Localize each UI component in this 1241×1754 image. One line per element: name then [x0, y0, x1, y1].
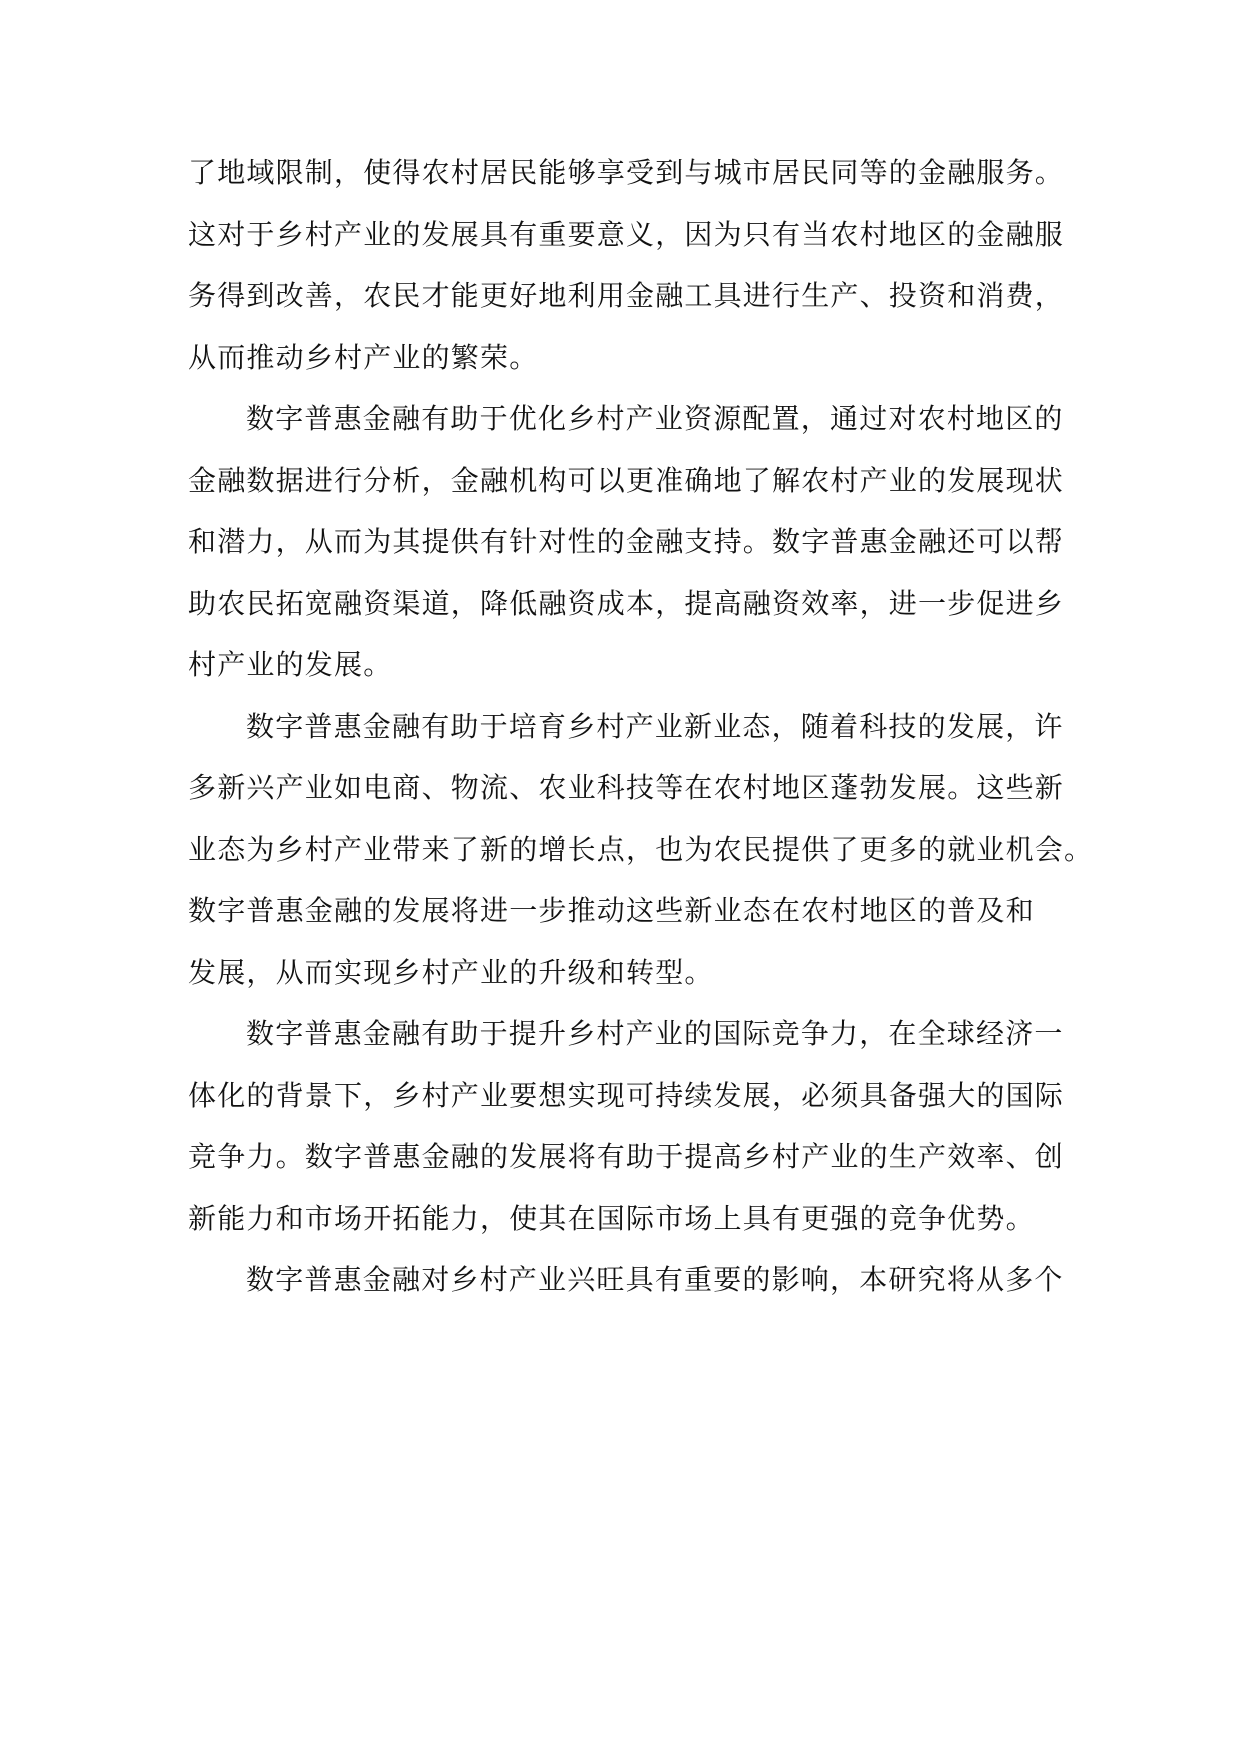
text-line: 助农民拓宽融资渠道，降低融资成本，提高融资效率，进一步促进乡 — [188, 586, 1065, 620]
text-line: 和潜力，从而为其提供有针对性的金融支持。数字普惠金融还可以帮 — [188, 525, 1065, 558]
text-line: 这对于乡村产业的发展具有重要意义，因为只有当农村地区的金融服 — [188, 217, 1065, 251]
paragraph-start-line: 数字普惠金融有助于优化乡村产业资源配置，通过对农村地区的 — [246, 402, 1064, 435]
text-line: 村产业的发展。 — [188, 648, 393, 681]
text-line: 数字普惠金融的发展将进一步推动这些新业态在农村地区的普及和 — [188, 894, 1035, 927]
text-line: 从而推动乡村产业的繁荣。 — [188, 340, 539, 374]
text-line: 体化的背景下，乡村产业要想实现可持续发展，必须具备强大的国际 — [188, 1078, 1065, 1112]
text-line: 发展，从而实现乡村产业的升级和转型。 — [188, 955, 714, 989]
text-line: 竞争力。数字普惠金融的发展将有助于提高乡村产业的生产效率、创 — [188, 1140, 1065, 1173]
paragraph-start-line: 数字普惠金融有助于培育乡村产业新业态，随着科技的发展，许 — [246, 709, 1064, 743]
body-text — [188, 142, 1094, 1311]
text-line: 了地域限制，使得农村居民能够享受到与城市居民同等的金融服务。 — [188, 156, 1065, 189]
paragraph-start-line: 数字普惠金融有助于提升乡村产业的国际竞争力，在全球经济一 — [246, 1017, 1064, 1050]
text-line: 多新兴产业如电商、物流、农业科技等在农村地区蓬勃发展。这些新 — [188, 771, 1065, 804]
text-line: 新能力和市场开拓能力，使其在国际市场上具有更强的竞争优势。 — [188, 1201, 1035, 1235]
text-line: 务得到改善，农民才能更好地利用金融工具进行生产、投资和消费， — [188, 279, 1065, 312]
text-line: 金融数据进行分析，金融机构可以更准确地了解农村产业的发展现状 — [188, 463, 1065, 497]
text-line: 业态为乡村产业带来了新的增长点，也为农民提供了更多的就业机会。 — [188, 832, 1094, 866]
paragraph-start-line: 数字普惠金融对乡村产业兴旺具有重要的影响，本研究将从多个 — [246, 1263, 1064, 1296]
